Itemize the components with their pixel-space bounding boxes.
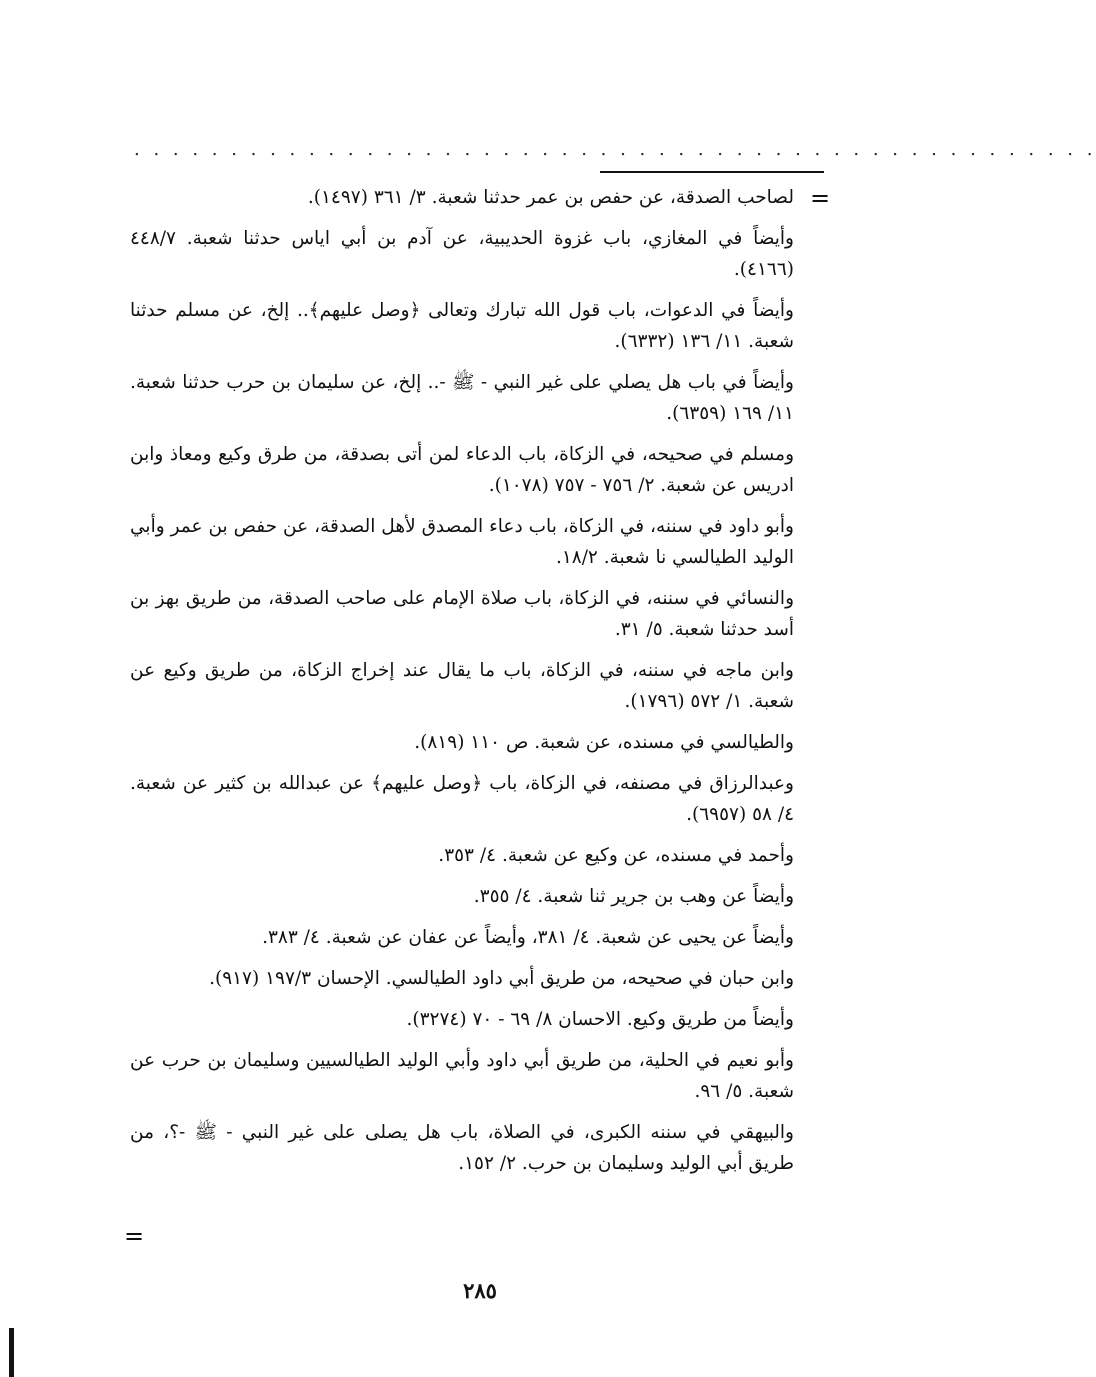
footnote-entry: وأيضاً من طريق وكيع. الاحسان ٨/ ٦٩ - ٧٠ (٣٢٧٤). — [406, 1009, 794, 1030]
dotted-separator: . . . . . . . . . . . . . . . . . . . . . . . . . . . . . . . . . . . . . . . . . . . . . . . . . . — [134, 139, 1096, 160]
footnote-entry: وابن ماجه في سننه، في الزكاة، باب ما يقال عند إخراج الزكاة، من طريق وكيع عن شعبة. ١/ ٥٧٢ (١٧٩٦). — [130, 660, 794, 712]
scan-edge-mark — [9, 1328, 14, 1377]
footnote-entry: لصاحب الصدقة، عن حفص بن عمر حدثنا شعبة. ٣/ ٣٦١ (١٤٩٧). — [307, 187, 794, 208]
footnote-entry: وأيضاً في باب هل يصلي على غير النبي - ﷺ -.. إلخ، عن سليمان بن حرب حدثنا شعبة. ١١/ ١٦٩ (٦٣٥٩). — [130, 372, 794, 424]
footnote-entry: وأحمد في مسنده، عن وكيع عن شعبة. ٤/ ٣٥٣. — [438, 845, 794, 866]
footnote-rule — [600, 171, 824, 173]
footnote-entry: وابن حبان في صحيحه، من طريق أبي داود الطيالسي. الإحسان ١٩٧/٣ (٩١٧). — [209, 968, 794, 989]
page-number: ٢٨٥ — [463, 1278, 497, 1303]
footnote-entry: وأيضاً عن وهب بن جرير ثنا شعبة. ٤/ ٣٥٥. — [473, 886, 794, 907]
footnote-text — [130, 182, 794, 1189]
footnote-entry: وأبو نعيم في الحلية، من طريق أبي داود وأبي الوليد الطيالسيين وسليمان بن حرب عن شعبة. ٥/ ٩٦. — [130, 1050, 794, 1102]
continuation-mark-top: = — [810, 184, 831, 212]
continuation-mark-bottom: = — [124, 1222, 145, 1250]
footnote-entry: ومسلم في صحيحه، في الزكاة، باب الدعاء لمن أتى بصدقة، من طرق وكيع ومعاذ وابن ادريس عن شعبة. ٢/ ٧٥٦ - ٧٥٧ (١٠٧٨). — [130, 444, 794, 496]
footnote-entry: وأيضاً في المغازي، باب غزوة الحديبية، عن آدم بن أبي اياس حدثنا شعبة. ٤٤٨/٧ (٤١٦٦). — [130, 228, 794, 280]
footnote-entry: وأبو داود في سننه، في الزكاة، باب دعاء المصدق لأهل الصدقة، عن حفص بن عمر وأبي الوليد الطيالسي نا شعبة. ١٨/٢. — [130, 516, 794, 568]
footnote-entry: وأيضاً عن يحيى عن شعبة. ٤/ ٣٨١، وأيضاً عن عفان عن شعبة. ٤/ ٣٨٣. — [262, 927, 794, 948]
footnote-entry: وعبدالرزاق في مصنفه، في الزكاة، باب ﴿وصل عليهم﴾ عن عبدالله بن كثير عن شعبة. ٤/ ٥٨ (٦٩٥٧). — [130, 773, 794, 825]
footnote-entry: وأيضاً في الدعوات، باب قول الله تبارك وتعالى ﴿وصل عليهم﴾.. إلخ، عن مسلم حدثنا شعبة. ١١/ ١٣٦ (٦٣٣٢). — [130, 300, 794, 352]
footnote-entry: والنسائي في سننه، في الزكاة، باب صلاة الإمام على صاحب الصدقة، من طريق بهز بن أسد حدثنا شعبة. ٥/ ٣١. — [130, 588, 794, 640]
footnote-entry: والطيالسي في مسنده، عن شعبة. ص ١١٠ (٨١٩). — [414, 732, 794, 753]
footnote-entry: والبيهقي في سننه الكبرى، في الصلاة، باب هل يصلى على غير النبي - ﷺ -؟، من طريق أبي الوليد وسليمان بن حرب. ٢/ ١٥٢. — [130, 1122, 794, 1174]
